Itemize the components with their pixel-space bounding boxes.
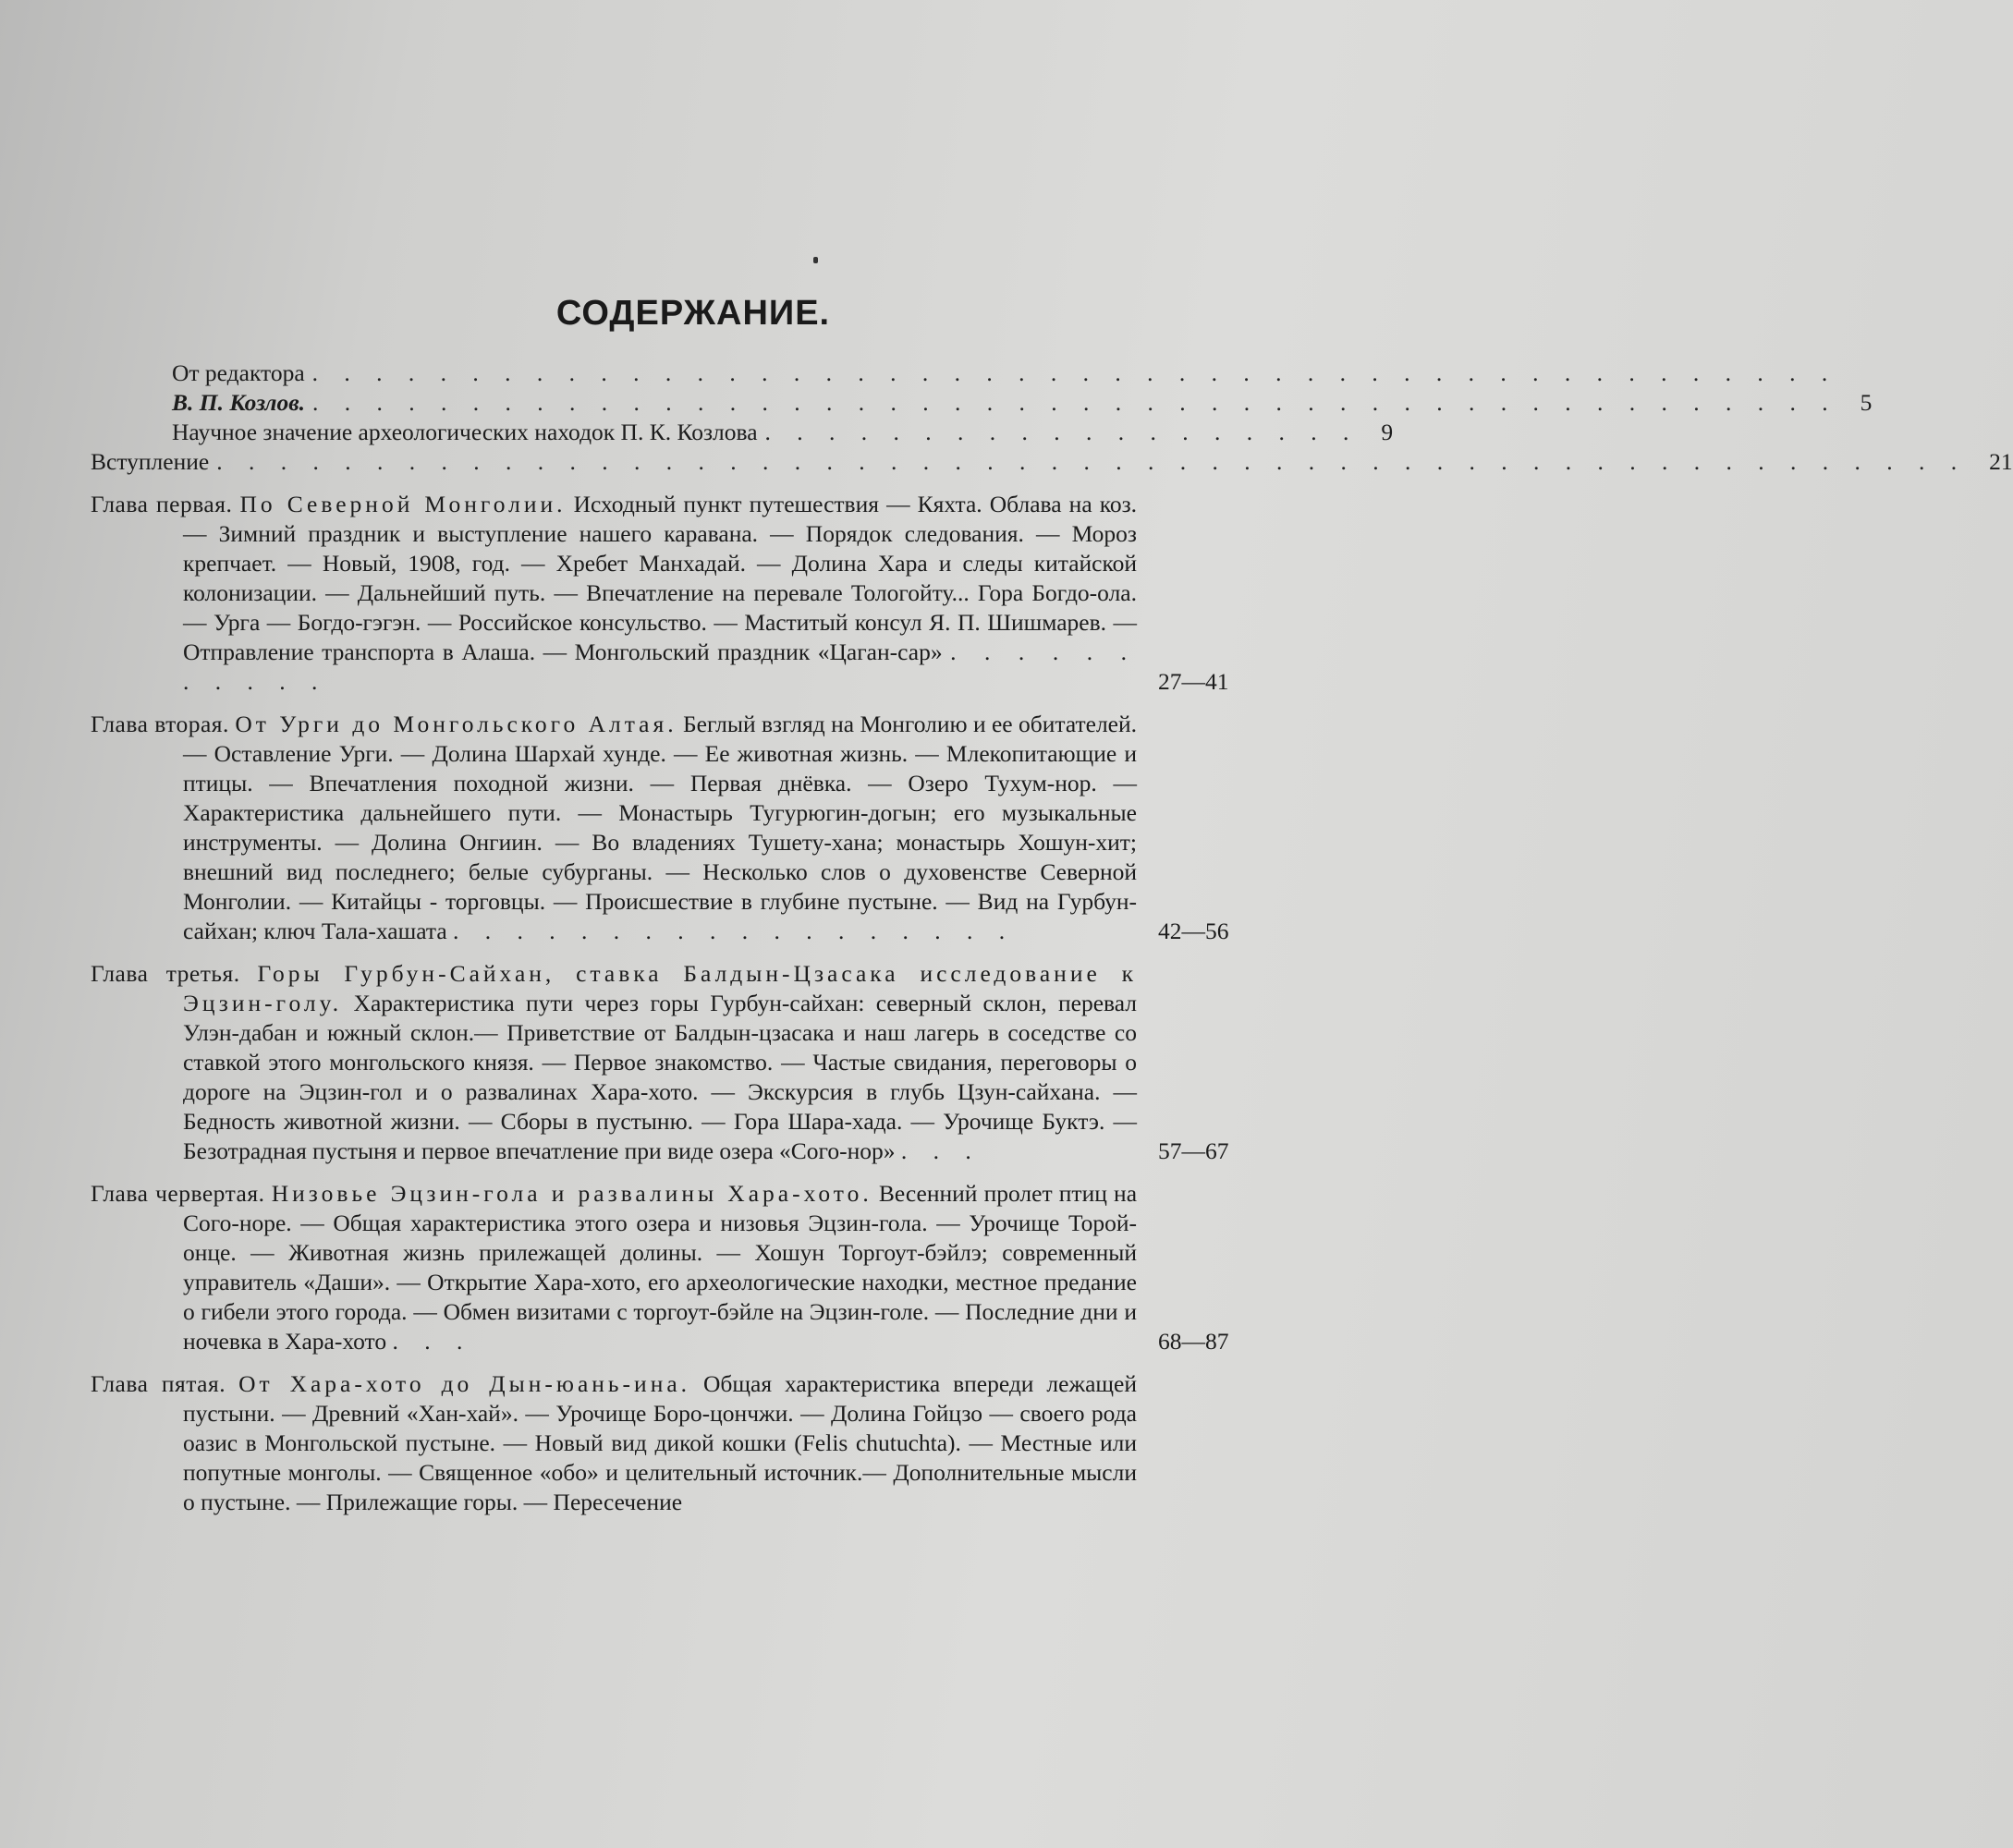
chapter-title: Низовье Эцзин-гола и развалины Хара-хото.	[271, 1180, 872, 1207]
ink-speck	[813, 257, 818, 263]
page-heading: СОДЕРЖАНИЕ.	[555, 294, 831, 333]
toc-chapter-2	[91, 710, 1255, 946]
table-of-contents	[91, 359, 2013, 1517]
toc-chapter-3	[91, 959, 1255, 1166]
chapter-title: Горы Гурбун-Сайхан, ставка Балдын-Цзасака исследование к Эцзин-голу.	[183, 960, 1138, 1016]
leader-dots: . . . . . . . . . . .	[183, 638, 1138, 695]
chapter-page: 42—56	[1158, 918, 1229, 944]
toc-chapter-5	[91, 1369, 1255, 1517]
chapter-summary: Весенний пролет птиц на Сого-норе. — Общая характеристика этого озера и низовья Эцзин-гола. — Урочище Торой-онце. — Животная жизнь прилежащей долины. — Хошун Торгоут-бэйлэ; современный управитель «Даши». — Открытие Хара-хото, его археологические находки, местное предание о гибели этого города. — Обмен визитами с торгоут-бэйле на Эцзин-голе. — Последние дни и ночевка в Хара-хото	[183, 1180, 1138, 1355]
toc-entry-label: В. П. Козлов.	[172, 389, 305, 416]
leader-dots: . . . . . . . . . . . . . . . . . .	[453, 918, 1016, 944]
toc-entry-label: Научное значение археологических находок П. К. Козлова	[172, 419, 758, 445]
toc-entry-label: От редактора	[172, 359, 305, 386]
toc-entry-label: Вступление	[91, 448, 210, 475]
leader-dots: . . . . . . . . . . . . . . . . . . . . . . . . . . . . . . . . . . . . . . . . . . . . . . . .	[311, 359, 1838, 386]
chapter-page: 68—87	[1158, 1328, 1229, 1355]
toc-entry-introduction	[91, 447, 2013, 477]
toc-entry-page: 21	[1989, 448, 2013, 475]
chapter-summary: Характеристика пути через горы Гурбун-сайхан: северный склон, перевал Улэн-дабан и южный склон.— Приветствие от Балдын-цзасака и наш лагерь в соседстве со ставкой этого монгольского князя. — Первое знакомство. — Частые свидания, переговоры о дороге на Эцзин-гол и о развалинах Хара-хото. — Экскурсия в глубь Цзун-сайхана. — Бедность животной жизни. — Сборы в пустыню. — Гора Шара-хада. — Урочище Буктэ. — Безотрадная пустыня и первое впечатление при виде озера «Сого-нор»	[183, 990, 1138, 1164]
toc-entry-page: 5	[1860, 389, 1873, 416]
leader-dots: . . .	[392, 1328, 473, 1355]
leader-dots: . . . . . . . . . . . . . . . . . . . . . . . . . . . . . . . . . . . . . . . . . . . . . . . .	[312, 389, 1838, 416]
leader-dots: . . . . . . . . . . . . . . . . . . . . . . . . . . . . . . . . . . . . . . . . . . . . . . . . . . . . . . .	[216, 448, 1968, 475]
toc-entry-significance	[91, 418, 1394, 447]
chapter-title: От Хара-хото до Дын-юань-ина.	[238, 1370, 691, 1397]
chapter-title: От Урги до Монгольского Алтая.	[235, 711, 677, 737]
chapter-page: 27—41	[1158, 668, 1229, 695]
leader-dots: . . . . . . . . . . . . . . . . . . .	[764, 419, 1360, 445]
chapter-label: Глава вторая.	[91, 711, 229, 737]
toc-entry-author	[91, 388, 1873, 418]
chapter-label: Глава червертая.	[91, 1180, 265, 1207]
toc-entry-page: 9	[1381, 419, 1394, 445]
chapter-label: Глава первая.	[91, 491, 233, 517]
toc-chapter-4	[91, 1179, 1255, 1356]
toc-chapter-1	[91, 490, 1255, 697]
chapter-summary: Общая характеристика впереди лежащей пустыни. — Древний «Хан-хай». — Урочище Боро-цончжи. — Долина Гойцзо — своего рода оазис в Монгольской пустыне. — Новый вид дикой кошки (Felis chutuchta). — Местные или попутные монголы. — Священное «обо» и целительный источник.— Дополнительные мысли о пустыне. — Прилежащие горы. — Пересечение	[183, 1370, 1137, 1515]
chapter-label: Глава третья.	[91, 960, 240, 987]
toc-entry-editor	[91, 359, 1838, 388]
chapter-summary: Исходный пункт путешествия — Кяхта. Облава на коз. — Зимний праздник и выступление нашего каравана. — Порядок следования. — Мороз крепчает. — Новый, 1908, год. — Хребет Манхадай. — Долина Хара и следы китайской колонизации. — Дальнейший путь. — Впечатление на перевале Тологойту... Гора Богдо-ола. — Урга — Богдо-гэгэн. — Российское консульство. — Маститый консул Я. П. Шишмарев. — Отправление транспорта в Алаша. — Монгольский праздник «Цаган-сар»	[183, 491, 1138, 665]
leader-dots: . . .	[900, 1137, 982, 1164]
chapter-label: Глава пятая.	[91, 1370, 226, 1397]
chapter-summary: Беглый взгляд на Монголию и ее обитателей. — Оставление Урги. — Долина Шархай хунде. — Ее животная жизнь. — Млекопитающие и птицы. — Впечатления походной жизни. — Первая днёвка. — Озеро Тухум-нор. — Характеристика дальнейшего пути. — Монастырь Тугурюгин-догын; его музыкальные инструменты. — Долина Онгиин. — Во владениях Тушету-хана; монастырь Хошун-хит; внешний вид последнего; белые субурганы. — Несколько слов о духовенстве Северной Монголии. — Китайцы - торговцы. — Происшествие в глубине пустыне. — Вид на Гурбун-сайхан; ключ Тала-хашата	[183, 711, 1138, 944]
chapter-title: По Северной Монголии.	[239, 491, 567, 517]
chapter-page: 57—67	[1158, 1137, 1229, 1164]
